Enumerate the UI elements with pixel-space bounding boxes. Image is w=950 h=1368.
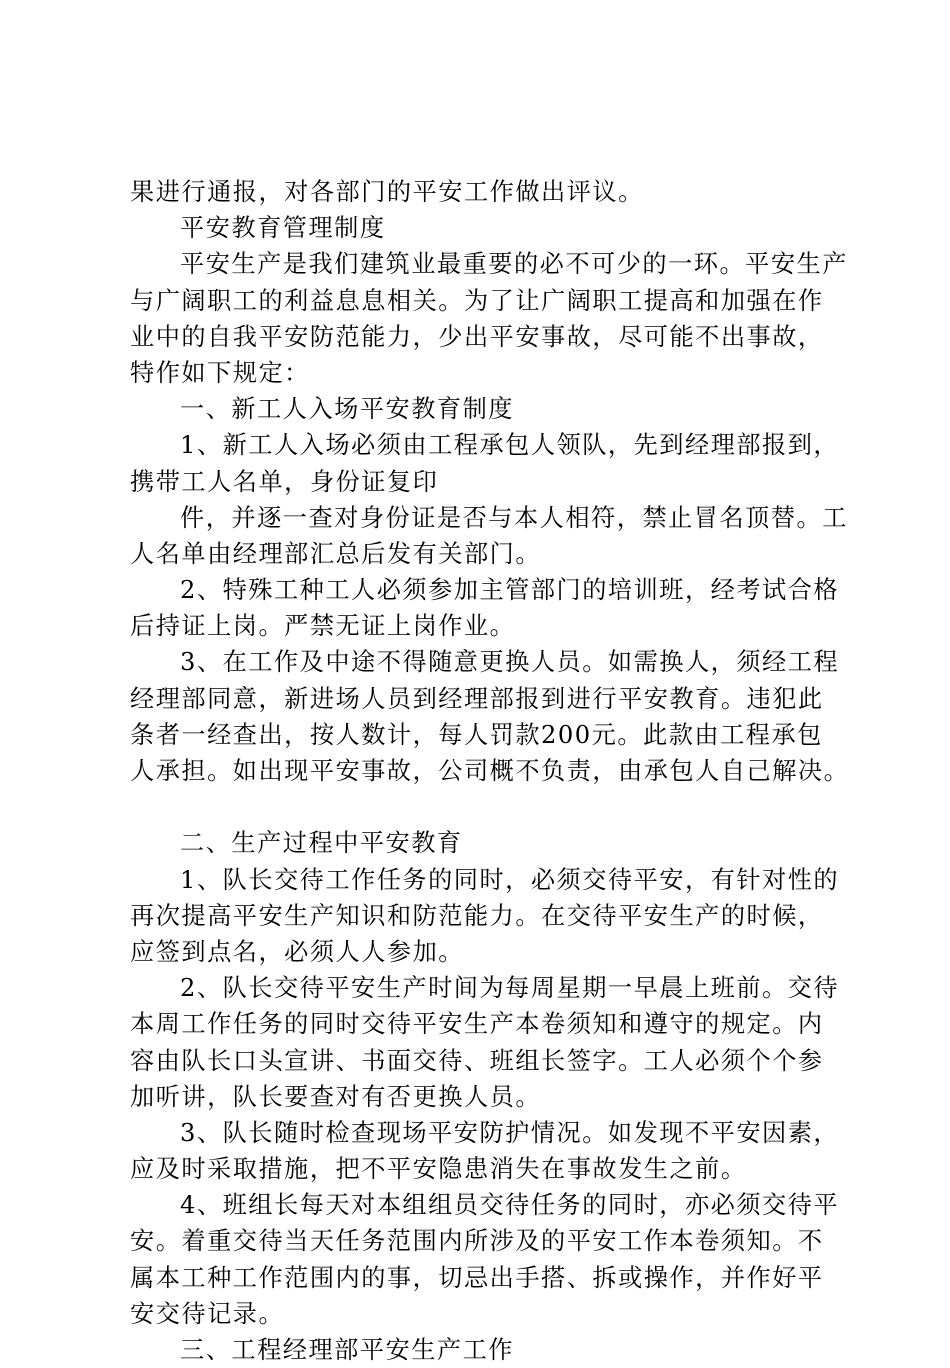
section-heading: 三、工程经理部平安生产工作 (180, 1336, 514, 1364)
text-line: 3、在工作及中途不得随意更换人员。如需换人，须经工程 (180, 648, 840, 677)
document-page (130, 174, 850, 1368)
text-line: 1、新工人入场必须由工程承包人领队，先到经理部报到， (180, 431, 840, 460)
text-line: 1、队长交待工作任务的同时，必须交待平安，有针对性的 (180, 865, 840, 894)
text-line: 2、队长交待平安生产时间为每周星期一早晨上班前。交待 (180, 974, 840, 1003)
text-line: 加听讲，队长要查对有否更换人员。 (130, 1082, 542, 1111)
text-line: 经理部同意，新进场人员到经理部报到进行平安教育。违犯此 (130, 684, 824, 713)
text-line: 果进行通报，对各部门的平安工作做出评议。 (130, 178, 644, 206)
blank-line (130, 789, 850, 825)
text-line: 后持证上岗。严禁无证上岗作业。 (130, 612, 516, 641)
text-line: 人名单由经理部汇总后发有关部门。 (130, 539, 542, 568)
text-line: 再次提高平安生产知识和防范能力。在交待平安生产的时候， (130, 901, 824, 930)
text-line: 应签到点名，必须人人参加。 (130, 937, 464, 966)
text-line: 属本工种工作范围内的事，切忌出手搭、拆或操作，并作好平 (130, 1263, 824, 1292)
section-heading: 一、新工人入场平安教育制度 (180, 395, 514, 424)
text-line: 平安生产是我们建筑业最重要的必不可少的一环。平安生产 (180, 250, 848, 279)
text-line: 条者一经查出，按人数计，每人罚款200元。此款由工程承包 (130, 720, 823, 749)
text-line: 安。着重交待当天任务范围内所涉及的平安工作本卷须知。不 (130, 1227, 824, 1256)
text-line: 安交待记录。 (130, 1299, 285, 1328)
text-line: 2、特殊工种工人必须参加主管部门的培训班，经考试合格 (180, 576, 840, 605)
text-line: 特作如下规定： (130, 358, 310, 387)
text-line: 容由队长口头宣讲、书面交待、班组长签字。工人必须个个参 (130, 1046, 824, 1075)
section-title: 平安教育管理制度 (180, 214, 386, 243)
text-line: 携带工人名单，身份证复印 (130, 467, 439, 496)
text-line: 件，并逐一查对身份证是否与本人相符，禁止冒名顶替。工 (180, 503, 848, 532)
section-heading: 二、生产过程中平安教育 (180, 829, 463, 858)
text-line: 本周工作任务的同时交待平安生产本卷须知和遵守的规定。内 (130, 1010, 824, 1039)
text-line: 业中的自我平安防范能力，少出平安事故，尽可能不出事故， (130, 322, 824, 351)
text-line: 4、班组长每天对本组组员交待任务的同时，亦必须交待平 (180, 1191, 840, 1220)
text-line: 应及时采取措施，把不平安隐患消失在事故发生之前。 (130, 1155, 747, 1184)
text-line: 3、队长随时检查现场平安防护情况。如发现不平安因素， (180, 1118, 840, 1147)
text-line: 人承担。如出现平安事故，公司概不负责，由承包人自己解决。 (130, 757, 850, 785)
text-line: 与广阔职工的利益息息相关。为了让广阔职工提高和加强在作 (130, 286, 824, 315)
